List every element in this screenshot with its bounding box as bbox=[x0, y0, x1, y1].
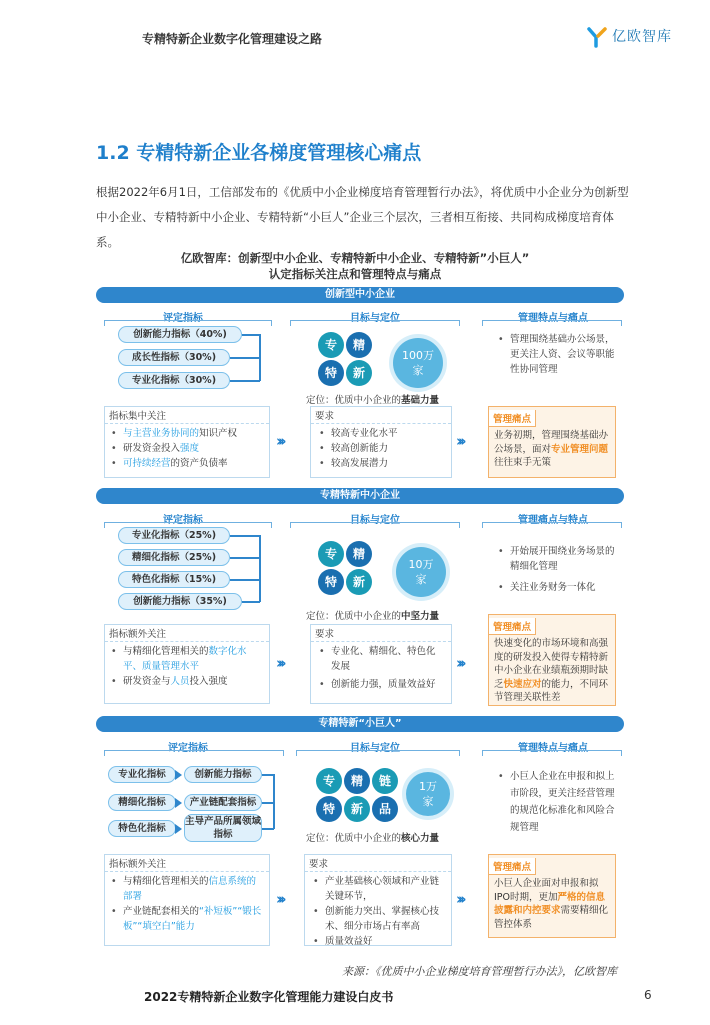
bracket bbox=[290, 522, 460, 528]
focus-tag: 指标集中关注 bbox=[109, 411, 167, 422]
char-circle: 新 bbox=[344, 796, 370, 822]
requirement-item: • 较高发展潜力 bbox=[319, 456, 443, 471]
count-value: 100万 bbox=[402, 349, 434, 362]
chevron-right-icon: ››› bbox=[456, 432, 463, 450]
char-circle: 新 bbox=[346, 569, 372, 595]
feature-list bbox=[498, 332, 618, 377]
indicator-pill: 特色化指标 bbox=[108, 820, 176, 837]
requirement-list bbox=[305, 871, 451, 951]
focus-tag: 指标额外关注 bbox=[109, 629, 167, 640]
indicator-pill: 精细化指标 bbox=[108, 794, 176, 811]
pain-box bbox=[488, 854, 616, 938]
indicator-pill: 主导产品所属领域指标 bbox=[185, 816, 262, 840]
requirement-list bbox=[311, 641, 451, 694]
pain-part: 小巨人企业面对申报和拟IPO时期，更加 bbox=[494, 878, 599, 903]
count-unit: 家 bbox=[415, 573, 427, 586]
focus-text: 投入强度 bbox=[189, 676, 228, 687]
char-circle: 特 bbox=[318, 360, 344, 386]
position-prefix: 定位：优质中小企业的 bbox=[306, 395, 402, 406]
connector bbox=[273, 774, 275, 829]
tier-band-little-giant: 专精特新“小巨人” bbox=[96, 716, 624, 732]
running-header: 专精特新企业数字化管理建设之路 bbox=[142, 32, 323, 46]
figure-title-line-1: 亿欧智库：创新型中小企业、专精特新中小企业、专精特新”小巨人” bbox=[180, 251, 530, 265]
col-header-goal: 目标与定位 bbox=[350, 743, 400, 754]
bracket bbox=[104, 750, 284, 756]
focus-text: 的资产负债率 bbox=[170, 458, 228, 469]
char-circle: 链 bbox=[372, 768, 398, 794]
focus-item bbox=[111, 674, 263, 689]
focus-item bbox=[111, 904, 263, 934]
indicator-pill: 专业化指标 bbox=[108, 766, 176, 783]
col-header-indicators: 评定指标 bbox=[168, 743, 208, 754]
pain-box bbox=[488, 614, 616, 706]
pain-tag: 管理痛点 bbox=[489, 410, 536, 427]
focus-highlight: 信息系统的部署 bbox=[123, 876, 257, 902]
indicator-pill: 精细化指标（25%) bbox=[118, 549, 230, 566]
pain-part: 需要精细化管控体系 bbox=[494, 905, 609, 930]
focus-list bbox=[105, 423, 269, 473]
figure-title-line-2: 认定指标关注点和管理特点与痛点 bbox=[268, 267, 442, 281]
pain-highlight: 快速应对 bbox=[503, 678, 542, 690]
pain-highlight: 专业管理问题 bbox=[551, 443, 609, 455]
focus-item bbox=[111, 874, 263, 904]
connector bbox=[242, 601, 260, 603]
char-circle: 专 bbox=[318, 332, 344, 358]
focus-text: 产业链配套相关的 bbox=[123, 906, 200, 917]
bracket bbox=[296, 750, 460, 756]
footer-title: 2022专精特新企业数字化管理能力建设白皮书 bbox=[144, 990, 394, 1004]
indicator-pill: 创新能力指标 bbox=[184, 766, 262, 783]
requirement-item: • 产业基础核心领域和产业链关键环节， bbox=[313, 874, 443, 904]
col-header-feature: 管理痛点与特点 bbox=[518, 515, 588, 526]
requirement-tag: 要求 bbox=[315, 629, 335, 640]
requirement-list bbox=[311, 423, 451, 473]
pain-part: 往往束手无策 bbox=[494, 457, 552, 468]
focus-highlight: “补短板”“锻长板”“填空白”能力 bbox=[123, 906, 262, 932]
requirement-tag: 要求 bbox=[315, 411, 335, 422]
chevron-right-icon: ››› bbox=[456, 654, 463, 672]
connector bbox=[230, 535, 260, 537]
requirement-box bbox=[304, 854, 452, 946]
feature-item: • 小巨人企业在申报和拟上市阶段，更关注经营管理的规范化标准化和风险合规管理 bbox=[498, 768, 618, 836]
pain-text bbox=[489, 875, 615, 933]
col-header-indicators: 评定指标 bbox=[163, 515, 203, 526]
chevron-right-icon: ››› bbox=[456, 890, 463, 908]
focus-text: 研发资金与 bbox=[123, 676, 171, 687]
positioning bbox=[306, 830, 439, 844]
chevron-right-icon: ››› bbox=[276, 432, 283, 450]
requirement-item: • 质量效益好 bbox=[313, 934, 443, 949]
feature-list bbox=[498, 544, 618, 595]
char-circle: 品 bbox=[372, 796, 398, 822]
focus-box bbox=[104, 406, 270, 478]
pain-box bbox=[488, 406, 616, 478]
col-header-goal: 目标与定位 bbox=[350, 313, 400, 324]
char-circle: 精 bbox=[346, 541, 372, 567]
requirement-box bbox=[310, 406, 452, 478]
col-header-goal: 目标与定位 bbox=[350, 515, 400, 526]
focus-text: 研发资金投入 bbox=[123, 443, 181, 454]
logo-text: 亿欧智库 bbox=[612, 29, 672, 45]
requirement-item: • 创新能力强，质量效益好 bbox=[319, 677, 443, 692]
char-circle: 特 bbox=[318, 569, 344, 595]
count-circle bbox=[393, 338, 443, 388]
focus-text: 与精细化管理相关的 bbox=[123, 876, 209, 887]
chevron-right-icon: ››› bbox=[276, 654, 283, 672]
chevron-right-icon: ››› bbox=[276, 890, 283, 908]
feature-item: • 管理围绕基础办公场景，更关注人资、会议等职能性协同管理 bbox=[498, 332, 618, 377]
focus-highlight: 与主营业务协同的 bbox=[123, 428, 200, 439]
col-header-feature: 管理特点与痛点 bbox=[518, 743, 588, 754]
indicator-pill: 专业化指标（30%) bbox=[118, 372, 230, 389]
connector bbox=[242, 334, 260, 336]
pain-tag: 管理痛点 bbox=[489, 618, 536, 635]
bracket bbox=[482, 750, 622, 756]
col-header-indicators: 评定指标 bbox=[163, 313, 203, 324]
char-circle: 精 bbox=[346, 332, 372, 358]
focus-item bbox=[111, 456, 263, 471]
feature-list bbox=[498, 768, 618, 836]
focus-box bbox=[104, 854, 270, 946]
tier-band-innovative: 创新型中小企业 bbox=[96, 287, 624, 303]
focus-list bbox=[105, 871, 269, 936]
indicator-pill: 产业链配套指标 bbox=[184, 794, 262, 811]
char-circle: 精 bbox=[344, 768, 370, 794]
pain-part: 的能力，不同环节管理关联性差 bbox=[494, 678, 609, 703]
position-strong: 中坚力量 bbox=[401, 611, 440, 622]
position-strong: 基础力量 bbox=[401, 395, 440, 406]
positioning bbox=[306, 608, 439, 622]
char-circle: 专 bbox=[318, 541, 344, 567]
focus-highlight: 可持续经营 bbox=[123, 458, 171, 469]
requirement-item: • 较高专业化水平 bbox=[319, 426, 443, 441]
position-strong: 核心力量 bbox=[401, 833, 440, 844]
requirement-box bbox=[310, 624, 452, 704]
source-note: 来源：《优质中小企业梯度培育管理暂行办法》，亿欧智库 bbox=[342, 965, 617, 978]
indicator-pill: 创新能力指标（40%) bbox=[118, 326, 242, 343]
focus-text: 与精细化管理相关的 bbox=[123, 646, 209, 657]
count-value: 1万 bbox=[419, 780, 437, 793]
requirement-item: • 创新能力突出、掌握核心技术、细分市场占有率高 bbox=[313, 904, 443, 934]
indicator-pill: 专业化指标（25%) bbox=[118, 527, 230, 544]
requirement-item: • 专业化、精细化、特色化发展 bbox=[319, 644, 443, 674]
count-unit: 家 bbox=[422, 795, 434, 808]
requirement-tag: 要求 bbox=[309, 859, 329, 870]
pain-highlight: 严格的信息披露和内控要求 bbox=[494, 891, 606, 916]
pain-part: 业务初期，管理围绕基础办公场景，面对 bbox=[494, 430, 609, 455]
indicator-pill: 特色化指标（15%) bbox=[118, 571, 230, 588]
bracket bbox=[482, 522, 622, 528]
pain-text bbox=[489, 635, 615, 707]
focus-item bbox=[111, 426, 263, 441]
logo-icon bbox=[586, 26, 608, 48]
connector bbox=[230, 357, 260, 359]
count-unit: 家 bbox=[412, 364, 424, 377]
focus-text: 知识产权 bbox=[199, 428, 238, 439]
char-circle: 特 bbox=[316, 796, 342, 822]
count-value: 10万 bbox=[408, 558, 434, 571]
section-title: 1.2 专精特新企业各梯度管理核心痛点 bbox=[96, 142, 422, 164]
bracket bbox=[290, 320, 460, 326]
focus-tag: 指标额外关注 bbox=[109, 859, 167, 870]
figure-title bbox=[150, 250, 560, 282]
bracket bbox=[482, 320, 622, 326]
indicator-pill: 成长性指标（30%) bbox=[118, 349, 230, 366]
pain-text bbox=[489, 427, 615, 472]
pain-part: 快速变化的市场环境和高强度的研发投入使得专精特新中小企业在业绩瓶颈期时缺乏 bbox=[494, 638, 609, 690]
pain-tag: 管理痛点 bbox=[489, 858, 536, 875]
requirement-item: • 较高创新能力 bbox=[319, 441, 443, 456]
indicator-pill: 创新能力指标（35%) bbox=[118, 593, 242, 610]
col-header-feature: 管理特点与痛点 bbox=[518, 313, 588, 324]
focus-highlight: 强度 bbox=[180, 443, 200, 454]
connector bbox=[259, 334, 261, 381]
connector bbox=[230, 579, 260, 581]
feature-item: • 开始展开围绕业务场景的精细化管理 bbox=[498, 544, 618, 574]
char-circle: 专 bbox=[316, 768, 342, 794]
focus-item bbox=[111, 644, 263, 674]
position-prefix: 定位：优质中小企业的 bbox=[306, 611, 402, 622]
count-circle bbox=[406, 772, 450, 816]
focus-highlight: 人员 bbox=[170, 676, 190, 687]
focus-highlight: 数字化水平、质量管理水平 bbox=[123, 646, 247, 672]
count-circle bbox=[396, 547, 446, 597]
tier-band-specialized: 专精特新中小企业 bbox=[96, 488, 624, 504]
connector bbox=[259, 535, 261, 602]
char-circle: 新 bbox=[346, 360, 372, 386]
position-prefix: 定位：优质中小企业的 bbox=[306, 833, 402, 844]
focus-box bbox=[104, 624, 270, 704]
intro-paragraph: 根据2022年6月1日，工信部发布的《优质中小企业梯度培育管理暂行办法》，将优质中小企业分为创新型中小企业、专精特新中小企业、专精特新“小巨人”企业三个层次，三者相互衔接、共同构成梯度培育体系。 bbox=[96, 185, 629, 249]
page-number: 6 bbox=[644, 988, 652, 1002]
connector bbox=[230, 557, 260, 559]
focus-item bbox=[111, 441, 263, 456]
focus-list bbox=[105, 641, 269, 691]
positioning bbox=[306, 392, 439, 406]
connector bbox=[230, 380, 260, 382]
feature-item: • 关注业务财务一体化 bbox=[498, 580, 618, 595]
